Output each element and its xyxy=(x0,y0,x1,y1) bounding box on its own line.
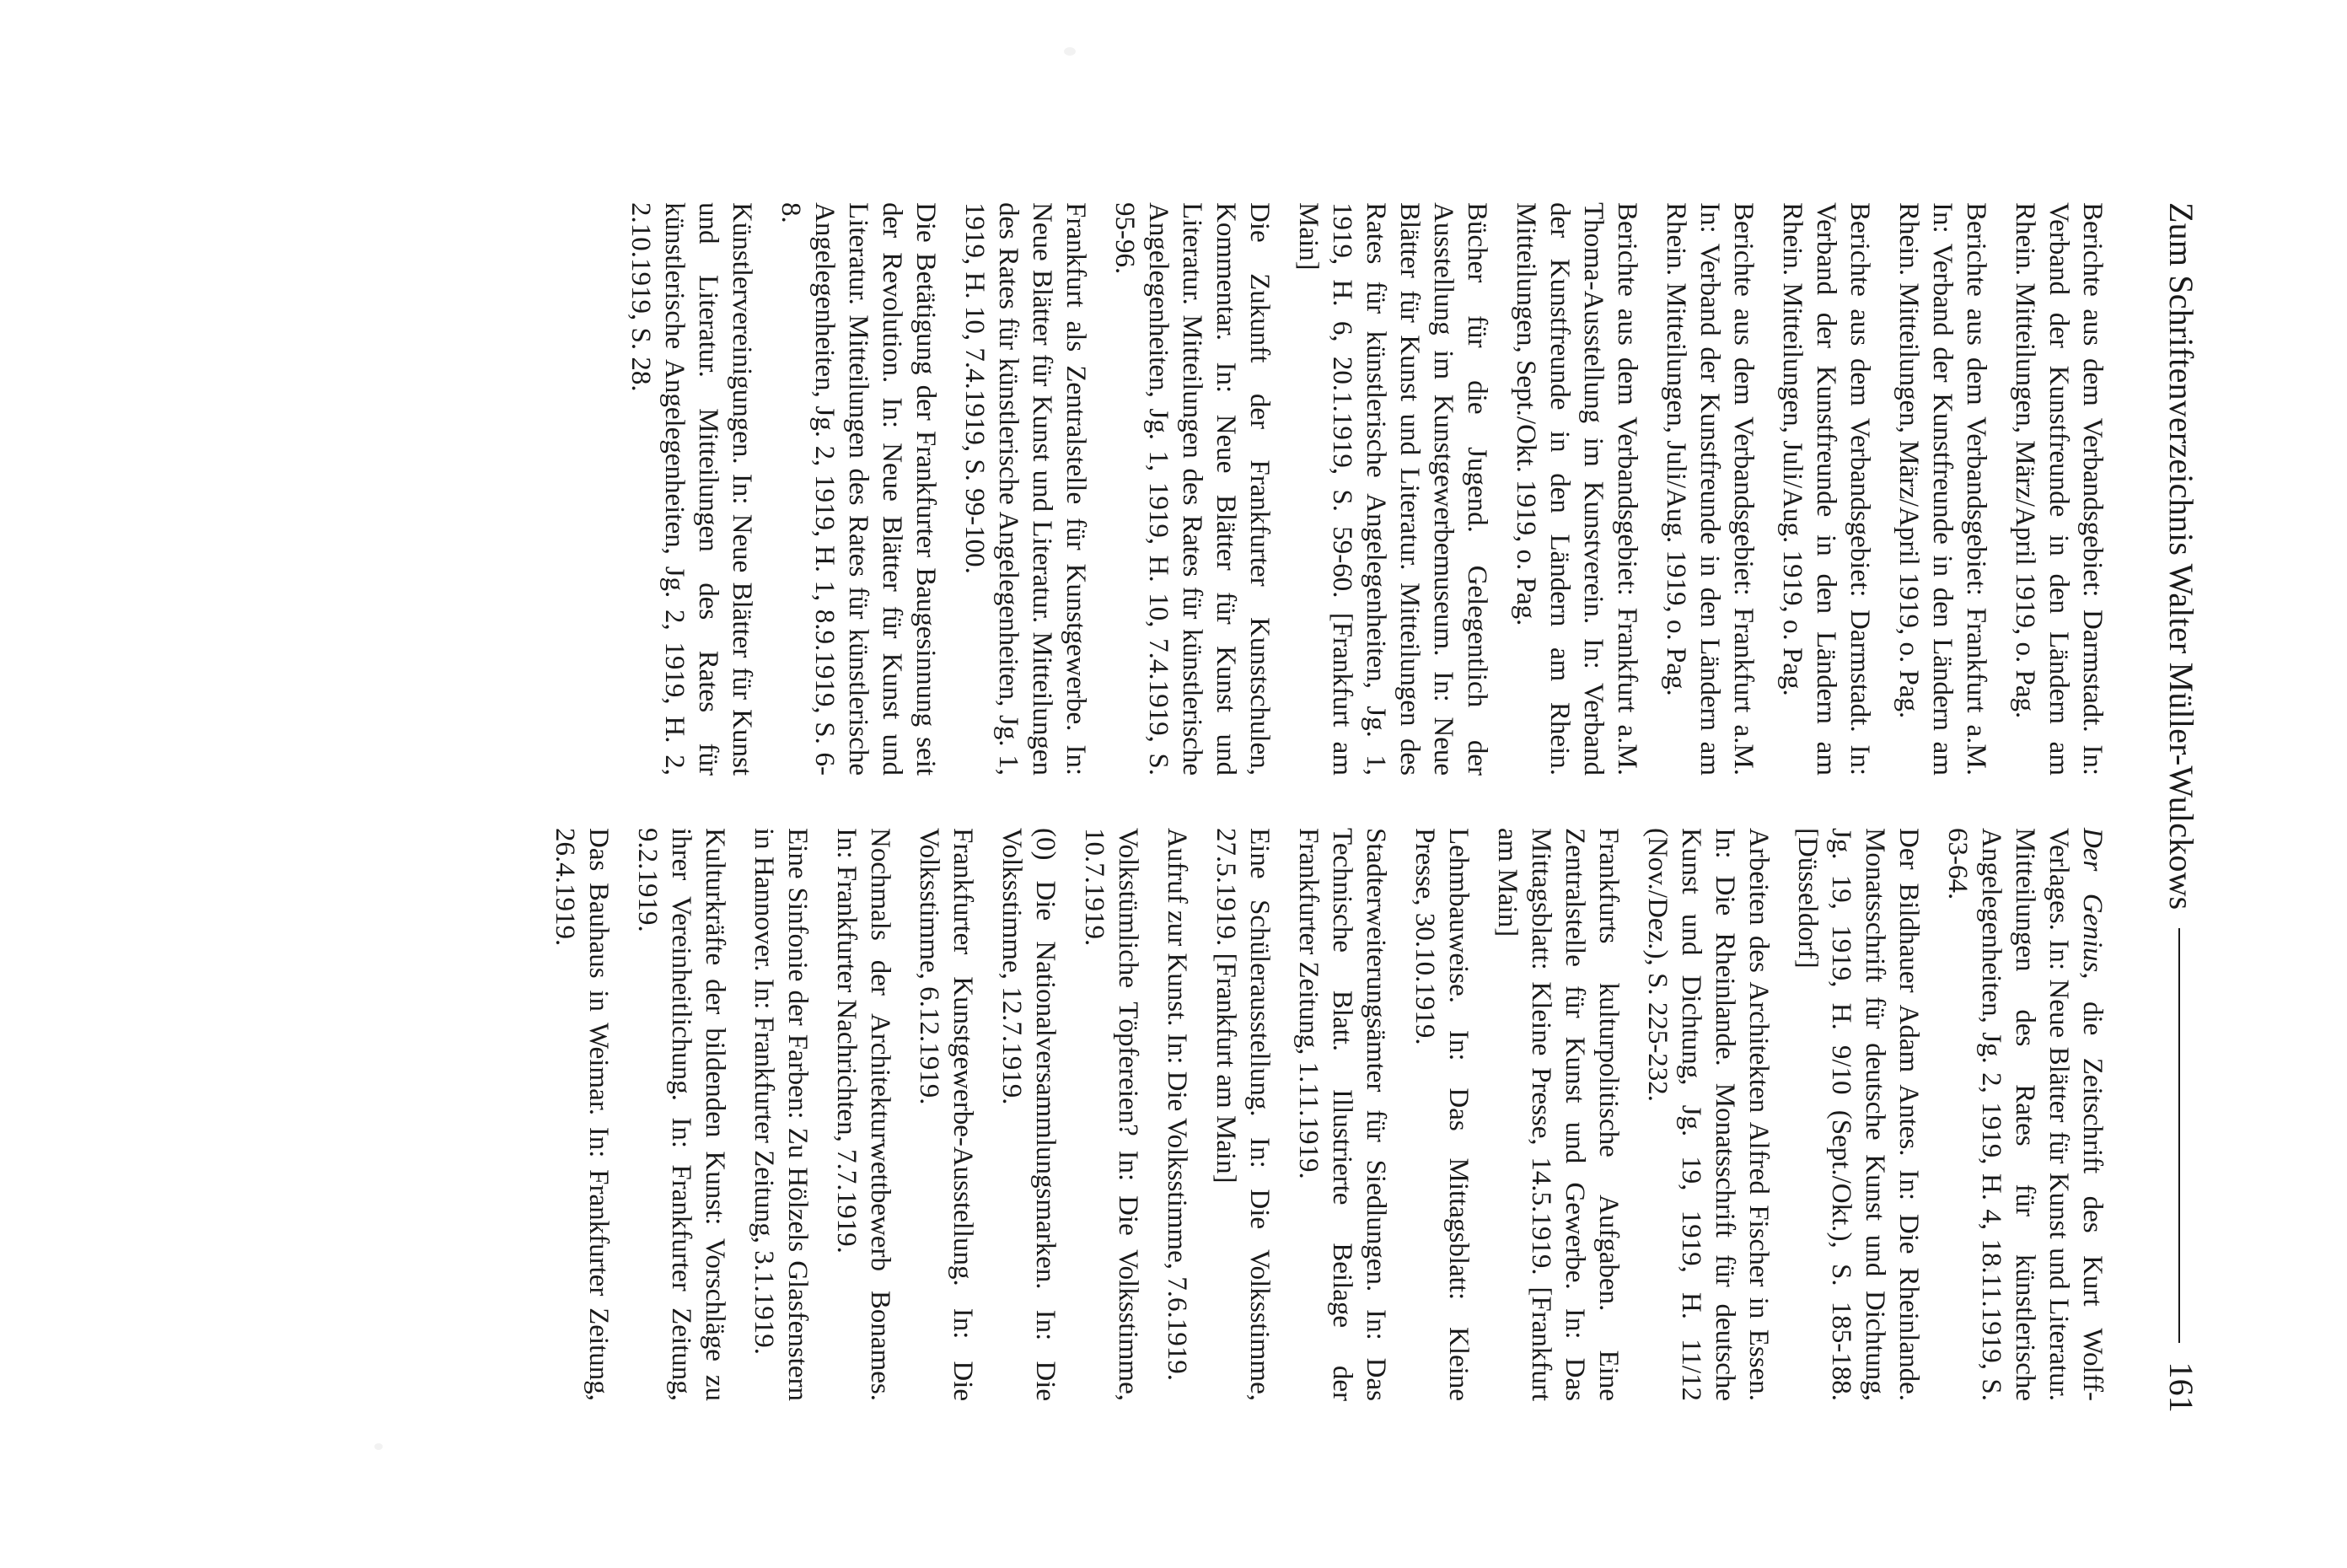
bibliography-entry: Die Betätigung der Frankfurter Baugesinnung seit der Revolution. In: Neue Blätter für Kunst und Literatur. Mitteilungen des Rates für künstlerische Angelegenheiten, Jg. 2, 1919, H. 1, 8.9.1919, S. 6-8. xyxy=(776,202,941,776)
bibliography-entry: Berichte aus dem Verbandsgebiet: Frankfurt a.M. In: Verband der Kunstfreunde in den Ländern am Rhein. Mitteilungen, Juli/Aug. 1919, o. Pag. xyxy=(1661,202,1759,776)
bibliography-entry xyxy=(1941,828,2109,1401)
bibliography-entry xyxy=(1490,828,1625,1401)
bibliography-entry: Bücher für die Jugend. Gelegentlich der Ausstellung im Kunstgewerbemuseum. In: Neue Blätter für Kunst und Literatur. Mitteilungen des Rates für künstlerische Angelegenheiten, Jg. 1, 1919, H. 6, 20.1.1919, S. 59-60. [Frankfurt am Main] xyxy=(1293,202,1492,776)
entry-text: Nochmals der Architekturwettbewerb Bonames. In: Frankfurter Nachrichten, 7.7.1919. xyxy=(831,828,895,1401)
running-head-title: Zum Schriftenverzeichnis Walter Müller-Wulckows xyxy=(2162,202,2200,910)
bibliography-entry xyxy=(1077,828,1145,1401)
bibliography-column-right xyxy=(533,828,2109,1401)
entry-text: Frankfurts kulturpolitische Aufgaben. Eine Zentralstelle für Kunst und Gewerbe. In: Das Mittagsblatt: Kleine Presse, 14.5.1919. [Frankfurt am Main] xyxy=(1492,828,1624,1401)
bibliography-entry xyxy=(548,828,615,1401)
bibliography-entry xyxy=(912,828,980,1401)
bibliography-column-left xyxy=(609,202,2109,776)
bibliography-entry xyxy=(1791,828,1925,1401)
bibliography-entry: Berichte aus dem Verbandsgebiet: Frankfurt a.M. Thoma-Ausstellung im Kunstverein. In: Verband der Kunstfreunde in den Ländern am Rhein. Mitteilungen, Sept./Okt. 1919, o. Pag. xyxy=(1511,202,1642,776)
bibliography-entry xyxy=(631,828,732,1401)
bibliography-entry: Frankfurt als Zentralstelle für Kunstgewerbe. In: Neue Blätter für Kunst und Literatur. Mitteilungen des Rates für künstlerische Angelegenheiten, Jg. 1, 1919, H. 10, 7.4.1919, S. 99-100. xyxy=(959,202,1091,776)
entry-text: Eine Schülerausstellung. In: Die Volksstimme, 27.5.1919. [Frankfurt am Main] xyxy=(1211,828,1275,1401)
running-head-rule xyxy=(2178,928,2180,1343)
bibliography-entry xyxy=(1209,828,1276,1401)
entry-text: die Zeitschrift des Kurt Wolff-Verlages. In: Neue Blätter für Kunst und Literatur. Mitteilungen des Rates für künstlerische Angelegenheiten, Jg. 2, 1919, H. 4, 18.11.1919, S. 63-64. xyxy=(1942,828,2108,1401)
entry-title-italic: Der Genius, xyxy=(2077,828,2108,980)
entry-text: Lehmbauweise. In: Das Mittagsblatt: Kleine Presse, 30.10.1919. xyxy=(1410,828,1474,1401)
bibliography-entry: Künstlervereinigungen. In: Neue Blätter für Kunst und Literatur. Mitteilungen des Rates für künstlerische Angelegenheiten, Jg. 2, 1919, H. 2, 2.10.1919, S. 28. xyxy=(626,202,757,776)
entry-text: Das Bauhaus in Weimar. In: Frankfurter Zeitung, 26.4.1919. xyxy=(550,828,614,1401)
bibliography-entry xyxy=(747,828,814,1401)
bibliography-entry: Die Zukunft der Frankfurter Kunstschulen, Kommentar. In: Neue Blätter für Kunst und Literatur. Mitteilungen des Rates für künstlerische Angelegenheiten, Jg. 1, 1919, H. 10, 7.4.1919, S. 95-96. xyxy=(1109,202,1275,776)
bibliography-entry: Berichte aus dem Verbandsgebiet: Frankfurt a.M. In: Verband der Kunstfreunde in den Ländern am Rhein. Mitteilungen, März/April 1919, o. Pag. xyxy=(1893,202,1991,776)
running-head xyxy=(2151,202,2201,1413)
bibliography-entry xyxy=(1292,828,1393,1401)
bibliography-entry: Berichte aus dem Verbandsgebiet: Darmstadt. In: Verband der Kunstfreunde in den Ländern am Rhein. Mitteilungen, März/April 1919, o. Pag. xyxy=(2010,202,2108,776)
entry-text: Aufruf zur Kunst. In: Die Volksstimme, 7.6.1919. xyxy=(1162,828,1192,1381)
bibliography-entry: Berichte aus dem Verbandsgebiet: Darmstadt. In: Verband der Kunstfreunde in den Ländern am Rhein. Mitteilungen, Juli/Aug. 1919, o. Pag. xyxy=(1777,202,1875,776)
entry-text: Arbeiten des Architekten Alfred Fischer in Essen. In: Die Rheinlande. Monatsschrift für deutsche Kunst und Dichtung, Jg. 19, 1919, H. 11/12 (Nov./Dez.), S. 225-232. xyxy=(1642,828,1774,1401)
bibliography-entry xyxy=(1641,828,1775,1401)
entry-text: Eine Sinfonie der Farben: Zu Hölzels Glasfenstern in Hannover. In: Frankfurter Zeitung, 3.1.1919. xyxy=(749,828,813,1401)
entry-text: Kulturkräfte der bildenden Kunst: Vorschläge zu ihrer Vereinheitlichung. In: Frankfurter Zeitung, 9.2.1919. xyxy=(632,828,730,1401)
bibliography-entry xyxy=(1160,828,1194,1401)
bibliography-entry xyxy=(1408,828,1475,1401)
entry-text: Der Bildhauer Adam Antes. In: Die Rheinlande. Monatsschrift für deutsche Kunst und Dichtung, Jg. 19, 1919, H. 9/10 (Sept./Okt.), S. 185-188. [Düsseldorf] xyxy=(1792,828,1924,1401)
entry-text: Stadterweiterungsämter für Siedlungen. In: Das Technische Blatt. Illustrierte Beilage der Frankfurter Zeitung, 1.11.1919. xyxy=(1293,828,1391,1401)
entry-text: (0) Die Nationalversammlungsmarken. In: Die Volksstimme, 12.7.1919. xyxy=(996,828,1061,1401)
entry-text: Volkstümliche Töpfereien? In: Die Volksstimme, 10.7.1919. xyxy=(1079,828,1143,1401)
entry-text: Frankfurter Kunstgewerbe-Ausstellung. In: Die Volksstimme, 6.12.1919. xyxy=(914,828,978,1401)
page-number: 161 xyxy=(2162,1361,2200,1413)
bibliography-entry xyxy=(830,828,897,1401)
bibliography-entry xyxy=(995,828,1062,1401)
